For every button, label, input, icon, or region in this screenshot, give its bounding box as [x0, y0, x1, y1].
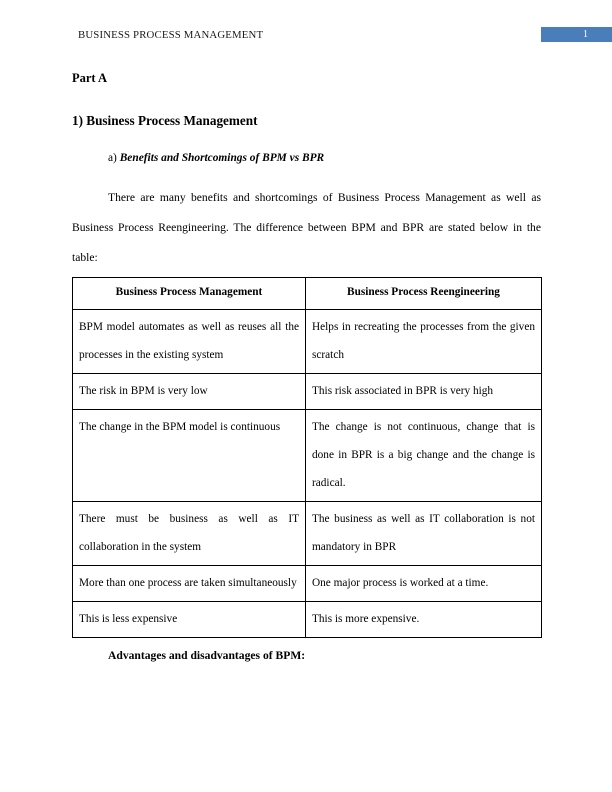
heading-advantages-bpm: Advantages and disadvantages of BPM:: [108, 649, 306, 662]
table-header-row: [73, 278, 542, 310]
table-cell-text: The business as well as IT collaboration is not mandatory in BPR: [312, 513, 535, 553]
table-cell-text: The change in the BPM model is continuous: [79, 421, 281, 433]
table-cell-text: One major process is worked at a time.: [312, 577, 489, 589]
table-cell-text: The risk in BPM is very low: [79, 385, 208, 397]
table-cell-bpm: [73, 602, 306, 638]
table-row: [73, 502, 542, 566]
table-cell-text: This risk associated in BPR is very high: [312, 385, 494, 397]
table-cell-text: Helps in recreating the processes from the given scratch: [312, 321, 535, 361]
subsection-title: Benefits and Shortcomings of BPM vs BPR: [119, 152, 325, 164]
table-cell-bpr: [306, 310, 542, 374]
table-cell-bpr: [306, 602, 542, 638]
table-cell-bpr: [306, 502, 542, 566]
table-cell-text: This is more expensive.: [312, 613, 420, 625]
table-cell-bpr: [306, 410, 542, 502]
heading-section-1: 1) Business Process Management: [72, 113, 258, 128]
running-header-title: BUSINESS PROCESS MANAGEMENT: [78, 29, 264, 41]
table-cell-bpm: [73, 374, 306, 410]
table-row: [73, 602, 542, 638]
table-cell-text: BPM model automates as well as reuses all the processes in the existing system: [79, 321, 299, 361]
table-cell-bpm: [73, 310, 306, 374]
table-cell-text: This is less expensive: [79, 613, 178, 625]
table-cell-bpr: [306, 374, 542, 410]
heading-part-a: Part A: [72, 71, 108, 85]
table-cell-text: The change is not continuous, change that is done in BPR is a big change and the change is radical.: [312, 421, 535, 489]
table-cell-bpm: [73, 502, 306, 566]
table-cell-text: There must be business as well as IT collaboration in the system: [79, 513, 299, 553]
heading-subsection-a: [108, 151, 324, 166]
table-cell-bpm: [73, 566, 306, 602]
table-row: [73, 310, 542, 374]
subsection-marker: a): [108, 152, 120, 164]
page-number-badge: [541, 27, 612, 42]
table-cell-text: More than one process are taken simultaneously: [79, 577, 297, 589]
table-cell-bpr: [306, 566, 542, 602]
table-row: [73, 374, 542, 410]
running-header: [0, 27, 612, 43]
table-row: [73, 566, 542, 602]
bpm-bpr-comparison-table: [72, 277, 542, 638]
table-column-header-bpm: Business Process Management: [73, 278, 306, 310]
table-cell-bpm: [73, 410, 306, 502]
page-number-value: 1: [583, 29, 588, 40]
intro-paragraph: There are many benefits and shortcomings of Business Process Management as well as Business Process Reengineering. The difference between BPM and BPR are stated below in the table:: [72, 191, 541, 264]
table-column-header-bpr: Business Process Reengineering: [306, 278, 542, 310]
table-row: [73, 410, 542, 502]
